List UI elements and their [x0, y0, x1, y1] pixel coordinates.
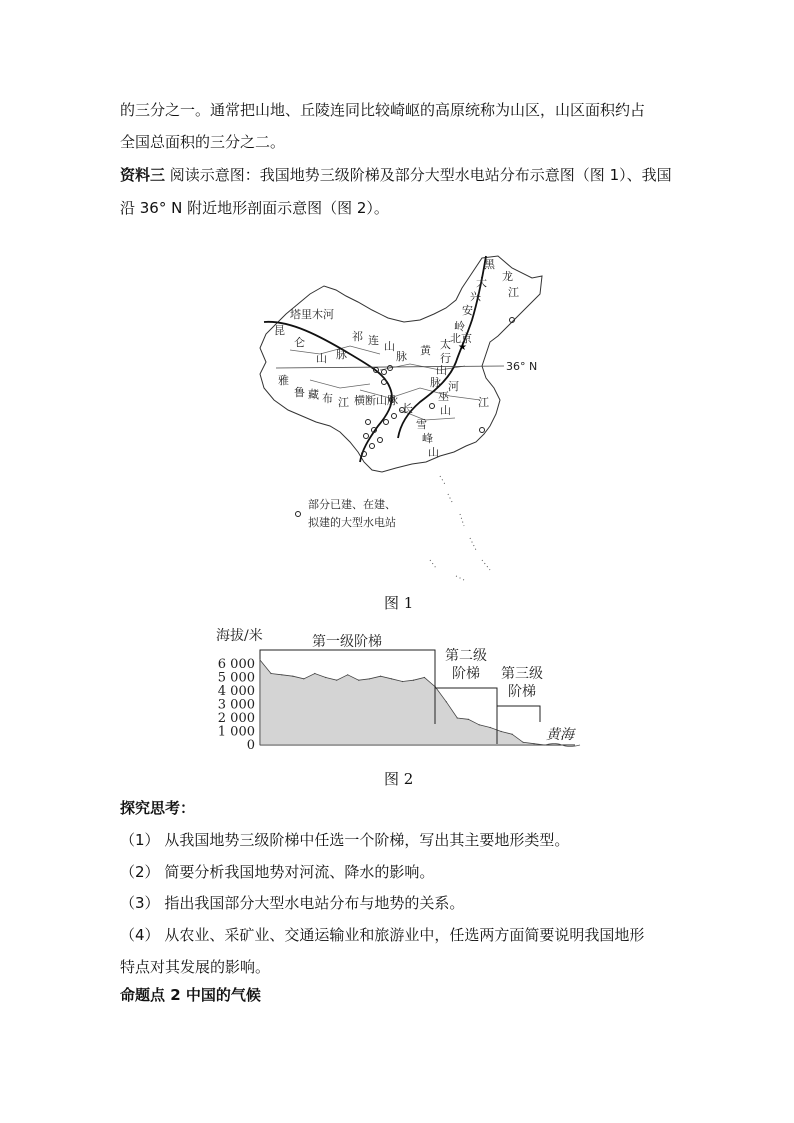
step-3-label-1: 第三级 [501, 666, 543, 682]
label-kun: 昆 [274, 324, 285, 337]
profile-point [347, 674, 348, 675]
profile-point [402, 681, 403, 682]
y-tick-label: 5 000 [217, 670, 255, 686]
label-tai: 太 [440, 338, 451, 351]
label-shan-qilian: 山 [384, 340, 395, 353]
y-tick-label: 6 000 [217, 657, 255, 672]
question-3 [120, 893, 464, 913]
step-2-label-2: 阶梯 [452, 666, 480, 682]
label-beijing: 北京 [450, 332, 472, 345]
profile-point [270, 673, 271, 674]
label-xing: 兴 [470, 290, 481, 303]
question-4-num: （4） [120, 926, 160, 944]
question-2-num: （2） [120, 863, 160, 881]
label-bu: 布 [322, 392, 333, 405]
question-3-num: （3） [120, 894, 160, 912]
label-jiang-heilong: 江 [508, 286, 519, 299]
profile-point [446, 701, 447, 702]
profile-point [292, 676, 293, 677]
question-4-line-2: 特点对其发展的影响。 [120, 958, 271, 976]
profile-point [479, 724, 480, 725]
label-mai-qilian: 脉 [396, 350, 407, 363]
question-2-text: 简要分析我国地势对河流、降水的影响。 [164, 863, 435, 881]
profile-point [358, 680, 359, 681]
profile-point [424, 677, 425, 678]
label-shan-taihang: 山 [436, 364, 447, 377]
question-4-text: 从农业、采矿业、交通运输业和旅游业中，任选两方面简要说明我国地形 [164, 926, 645, 944]
label-shan-wushan: 山 [440, 404, 451, 417]
label-jiang-changjiang: 江 [478, 396, 489, 409]
label-long: 龙 [502, 270, 513, 283]
y-axis-label: 海拔/米 [216, 628, 263, 644]
profile-point [533, 743, 534, 744]
label-huang: 黄 [420, 344, 431, 357]
profile-point [325, 677, 326, 678]
china-outline [260, 256, 542, 472]
terrain-profile-chart [210, 620, 590, 760]
label-hengduan: 横断山脉 [354, 394, 398, 407]
china-terrain-map [250, 250, 550, 590]
profile-point [281, 674, 282, 675]
y-tick-label: 3 000 [217, 697, 255, 713]
profile-point [369, 678, 370, 679]
y-tick-label: 0 [246, 738, 255, 753]
questions-heading: 探究思考： [120, 799, 196, 817]
label-he: 河 [448, 380, 459, 393]
question-1 [120, 830, 569, 850]
beijing-star-icon: ★ [458, 342, 467, 353]
south-sea-islands [430, 476, 490, 580]
step-2-label-1: 第二级 [445, 648, 487, 664]
label-lu: 鲁 [294, 386, 305, 399]
question-1-text: 从我国地势三级阶梯中任选一个阶梯，写出其主要地形类型。 [164, 831, 570, 849]
profile-point [259, 659, 260, 660]
question-3-text: 指出我国部分大型水电站分布与地势的关系。 [164, 894, 465, 912]
label-shan-xuefeng: 山 [428, 446, 439, 459]
label-wu: 巫 [438, 390, 449, 403]
y-tick-label: 1 000 [217, 724, 255, 740]
profile-point [523, 742, 524, 743]
profile-point [303, 678, 304, 679]
profile-point [512, 734, 513, 735]
profile-point [380, 676, 381, 677]
label-ya: 雅 [278, 374, 289, 387]
question-4 [120, 925, 644, 945]
label-jiang-yarlung: 江 [338, 396, 349, 409]
label-chang: 长 [402, 402, 413, 415]
profile-point [490, 727, 491, 728]
step-3-label-2: 阶梯 [508, 684, 536, 700]
label-qi: 祁 [352, 330, 363, 343]
label-mai-kunlun: 脉 [336, 348, 347, 361]
question-2 [120, 862, 434, 882]
label-da: 大 [476, 276, 487, 289]
step-3-bracket [497, 706, 540, 722]
profile-point [413, 680, 414, 681]
profile-point [391, 678, 392, 679]
label-lian: 连 [368, 334, 379, 347]
latitude-36n-label: 36° N [506, 360, 538, 373]
reference-3-label: 资料三 [120, 166, 166, 184]
step-1-label: 第一级阶梯 [312, 634, 382, 650]
reference-3-text: 阅读示意图：我国地势三级阶梯及部分大型水电站分布示意图（图 1）、我国 [169, 166, 672, 184]
paragraph-line-2: 全国总面积的三分之二。 [120, 133, 286, 151]
label-tarim-river: 塔里木河 [290, 308, 334, 321]
figure-1-caption: 图 1 [384, 594, 414, 612]
section-title: 命题点 2 中国的气候 [120, 986, 261, 1004]
reference-3-line-1 [120, 165, 672, 185]
profile-point [336, 680, 337, 681]
label-feng: 峰 [422, 432, 433, 445]
label-lun: 仑 [294, 336, 305, 349]
profile-point [314, 673, 315, 674]
label-an: 安 [462, 304, 473, 317]
profile-point [457, 717, 458, 718]
label-mai-taihang: 脉 [430, 376, 441, 389]
reference-3-line-2: 沿 36° N 附近地形剖面示意图（图 2）。 [120, 199, 389, 217]
label-hei: 黑 [484, 258, 495, 271]
paragraph-line-1: 的三分之一。通常把山地、丘陵连同比较崎岖的高原统称为山区，山区面积约占 [120, 101, 646, 119]
question-1-num: （1） [120, 831, 160, 849]
legend-text-2: 拟建的大型水电站 [308, 516, 396, 529]
figure-2-caption: 图 2 [384, 770, 414, 788]
profile-point [501, 731, 502, 732]
label-xue: 雪 [416, 418, 427, 431]
legend-text-1: 部分已建、在建、 [308, 498, 396, 511]
label-xing2: 行 [440, 352, 451, 365]
y-tick-label: 4 000 [217, 684, 255, 699]
y-tick-label: 2 000 [217, 711, 255, 726]
label-zang: 藏 [308, 388, 319, 401]
label-shan-kunlun: 山 [316, 352, 327, 365]
sea-label: 黄海 [546, 727, 574, 743]
label-ling: 岭 [454, 320, 465, 333]
profile-point [468, 719, 469, 720]
legend-station-icon [296, 512, 301, 517]
